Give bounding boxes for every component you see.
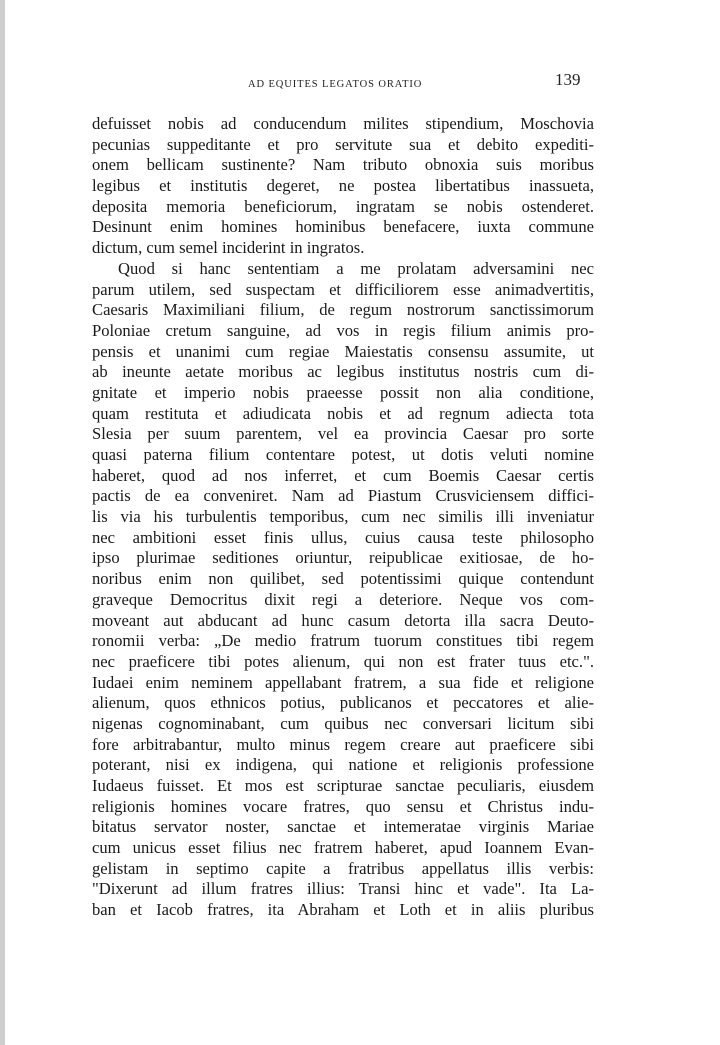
text-line: quam restituta et adiudicata nobis et ad regnum adiecta tota [92,403,594,423]
text-line: ronomii verba: „De medio fratrum tuorum constitues tibi regem [92,631,594,651]
text-line: nigenas cognominabant, cum quibus nec conversari licitum sibi [92,713,594,733]
text-line: cum unicus esset filius nec fratrem haberet, apud Ioannem Evan- [92,838,594,858]
text-line: Iudaeus fuisset. Et mos est scripturae sanctae peculiaris, eiusdem [92,776,594,795]
text-line: defuisset nobis ad conducendum milites stipendium, Moschovia [92,114,594,133]
text-line: nec praeficere tibi potes alienum, qui non est frater tuus etc.". [92,651,594,671]
text-line: ban et Iacob fratres, ita Abraham et Loth et in aliis pluribus [92,900,594,920]
text-line: poterant, nisi ex indigena, qui natione et religionis professione [92,755,594,775]
text-line: Iudaei enim neminem appellabant fratrem, a sua fide et religione [92,672,594,692]
text-line: noribus enim non quilibet, sed potentissimi quique contendunt [92,569,594,589]
running-head: AD EQUITES LEGATOS ORATIO [248,79,423,90]
text-line: bitatus servator noster, sanctae et intemeratae virginis Mariae [92,817,594,837]
text-line: pactis de ea conveniret. Nam ad Piastum Crusviciensem diffici- [92,486,594,506]
page-edge-shadow [0,0,5,1045]
text-line: "Dixerunt ad illum fratres illius: Transi hinc et vade". Ita La- [92,879,594,899]
text-line: alienum, quos ethnicos potius, publicanos et peccatores et alie- [92,693,594,713]
text-line: graveque Democritus dixit regi a deteriore. Neque vos com- [92,589,594,609]
text-line: onem bellicam sustinente? Nam tributo obnoxia suis moribus [92,155,594,175]
text-line: gnitate et imperio nobis praeesse possit non alia conditione, [92,382,594,402]
text-line: Poloniae cretum sanguine, ad vos in regis filium animis pro- [92,320,594,340]
text-line: dictum, cum semel inciderint in ingratos. [92,238,365,258]
text-line: nec ambitioni esset finis ullus, cuius causa teste philosopho [92,527,594,547]
text-line: ipso plurimae seditiones oriuntur, reipublicae exitiosae, de ho- [92,548,594,568]
text-line: gelistam in septimo capite a fratribus appellatus illis verbis: [92,858,594,878]
page-number: 139 [555,70,581,89]
text-line: Desinunt enim homines hominibus benefacere, iuxta commune [92,217,594,237]
text-line: ab ineunte aetate moribus ac legibus institutus nostris cum di- [92,362,594,382]
text-line: deposita memoria beneficiorum, ingratam se nobis ostenderet. [92,196,594,216]
text-line: pensis et unanimi cum regiae Maiestatis consensu assumite, ut [92,341,594,361]
text-line: Quod si hanc sententiam a me prolatam adversamini nec [118,258,594,278]
text-line: religionis homines vocare fratres, quo sensu et Christus indu- [92,796,594,816]
text-line: fore arbitrabantur, multo minus regem creare aut praeficere sibi [92,734,594,754]
text-line: parum utilem, sed suspectam et difficiliorem esse animadvertitis, [92,279,594,299]
text-line: pecunias suppeditante et pro servitute sua et debito expediti- [92,134,594,154]
text-line: haberet, quod ad nos inferret, et cum Boemis Caesar certis [92,465,594,485]
body-text [92,114,594,921]
text-line: quasi paterna filium contentare potest, ut dotis veluti nomine [92,445,594,464]
text-line: Caesaris Maximiliani filium, de regum nostrorum sanctissimorum [92,300,594,320]
text-line: legibus et institutis degeret, ne postea libertatibus inassueta, [92,176,594,196]
text-line: Slesia per suum parentem, vel ea provincia Caesar pro sorte [92,424,594,444]
text-line: moveant aut abducant ad hunc casum detorta illa sacra Deuto- [92,610,594,630]
text-line: lis via his turbulentis temporibus, cum nec similis illi inveniatur [92,507,594,527]
